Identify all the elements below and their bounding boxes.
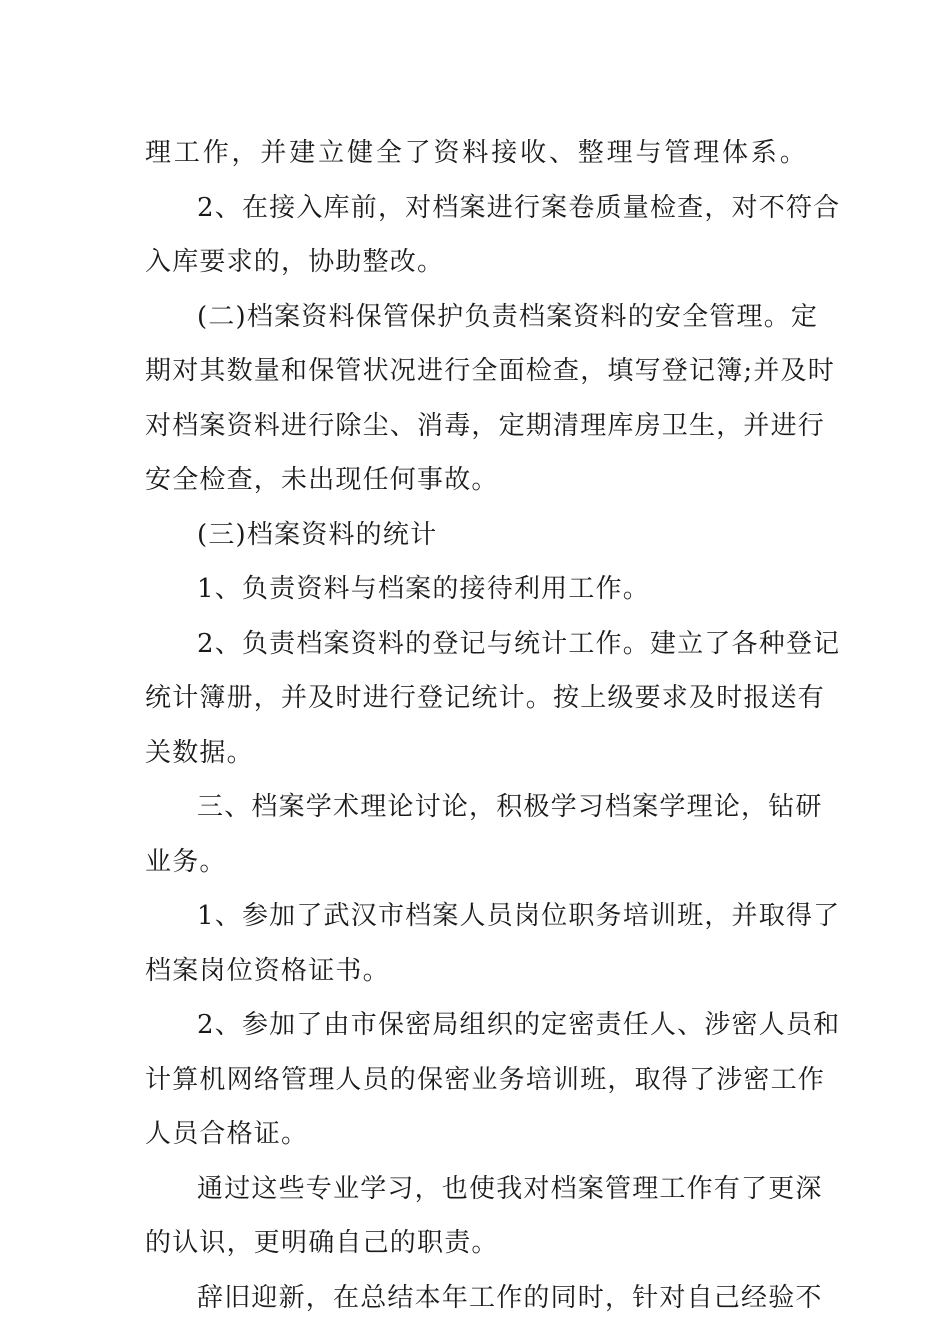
text-line: 对档案资料进行除尘、消毒，定期清理库房卫生，并进行 (145, 410, 826, 441)
text-line: 安全检查，未出现任何事故。 (145, 465, 499, 495)
text-line: 入库要求的，协助整改。 (145, 247, 445, 277)
text-line: 计算机网络管理人员的保密业务培训班，取得了涉密工作 (145, 1064, 826, 1095)
text-line: 统计簿册，并及时进行登记统计。按上级要求及时报送有 (145, 683, 826, 713)
text-line: (二)档案资料保管保护负责档案资料的安全管理。定 (197, 301, 819, 332)
text-line: 业务。 (145, 846, 227, 877)
text-line: 通过这些专业学习，也使我对档案管理工作有了更深 (197, 1173, 823, 1204)
text-line: 1、参加了武汉市档案人员岗位职务培训班，并取得了 (197, 901, 841, 931)
text-line: 档案岗位资格证书。 (145, 955, 390, 986)
text-line: 2、负责档案资料的登记与统计工作。建立了各种登记 (197, 628, 841, 659)
text-line: 三、档案学术理论讨论，积极学习档案学理论，钻研 (197, 792, 823, 822)
text-line: 理工作，并建立健全了资料接收、整理与管理体系。 (145, 138, 807, 168)
text-line: 1、负责资料与档案的接待利用工作。 (197, 574, 650, 604)
text-line: (三)档案资料的统计 (197, 519, 438, 550)
text-line: 辞旧迎新，在总结本年工作的同时，针对自己经验不 (197, 1282, 823, 1313)
document-body (145, 126, 841, 1325)
text-line: 2、在接入库前，对档案进行案卷质量检查，对不符合 (197, 192, 841, 223)
text-line: 人员合格证。 (145, 1119, 309, 1149)
text-line: 2、参加了由市保密局组织的定密责任人、涉密人员和 (197, 1010, 841, 1040)
text-line: 期对其数量和保管状况进行全面检查，填写登记簿;并及时 (145, 356, 835, 386)
text-line: 的认识，更明确自己的职责。 (145, 1228, 499, 1258)
text-line: 关数据。 (145, 737, 254, 768)
